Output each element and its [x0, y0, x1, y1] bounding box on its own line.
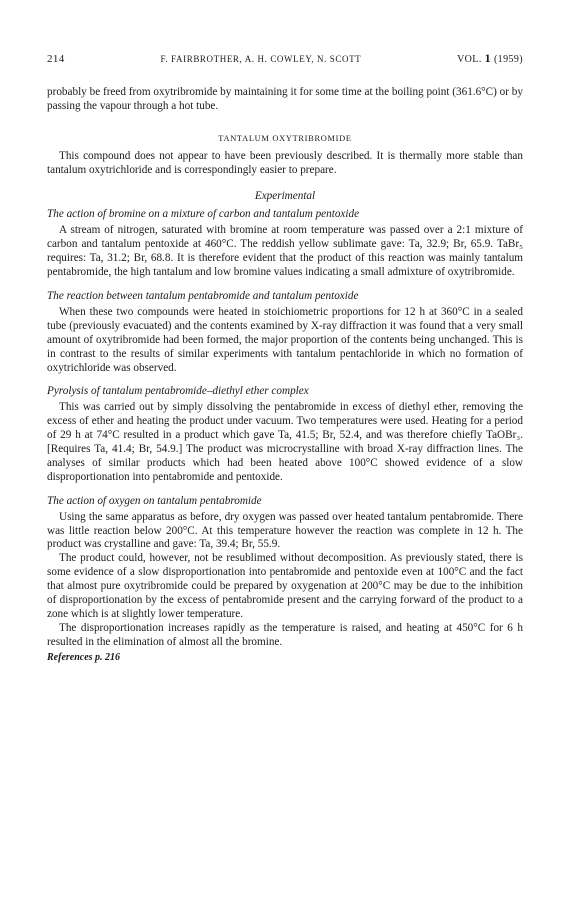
subsection-bromine-carbon: [47, 208, 523, 280]
subsection-paragraph: A stream of nitrogen, saturated with bromine at room temperature was passed over a 2:1 mixture of carbon and tantalum pentoxide at 460°C. The reddish yellow sublimate gave: Ta, 32.9; Br, 65.9. TaBr₅ requires: Ta, 31.2; Br, 68.8. It is therefore evident that the product of this reaction was mainly tantalum pentabromide, the high tantalum and low bromine values indicating a small admixture of oxytribromide.: [47, 224, 523, 279]
subsection-heading: Pyrolysis of tantalum pentabromide–diethyl ether complex: [47, 385, 309, 398]
journal-page: [47, 52, 523, 665]
subsection-heading: The action of bromine on a mixture of carbon and tantalum pentoxide: [47, 208, 360, 221]
subsection-paragraph: The disproportionation increases rapidly as the temperature is raised, and heating at 450°C for 6 h resulted in the elimination of almost all the bromine.: [47, 621, 523, 648]
subsection-pyrolysis: [47, 385, 523, 484]
references-footer: References p. 216: [47, 651, 121, 663]
subsection-paragraph: This was carried out by simply dissolving the pentabromide in excess of diethyl ether, removing the excess of ether and heating the product under vacuum. Two temperatures were used. Heating for a period of 29 h at 74°C resulted in a product which gave Ta, 41.5; Br, 52.4, and was therefore chiefly TaOBr₃. [Requires Ta, 41.4; Br, 54.9.] The product was microcrystalline with broad X-ray diffraction lines. The analyses of similar products which had been heated above 100°C showed evidence of a slow disproportionation into pentabromide and pentoxide.: [47, 401, 523, 483]
running-header: [47, 52, 523, 68]
subsection-paragraph: Using the same apparatus as before, dry oxygen was passed over heated tantalum pentabromide. There was little reaction below 200°C. At this temperature however the reaction was complete in 12 h. The product was crystalline and gave: Ta, 39.4; Br, 55.9.: [47, 510, 523, 551]
volume-year: (1959): [493, 54, 523, 65]
volume-label: VOL.: [457, 54, 482, 65]
running-title-authors: F. FAIRBROTHER, A. H. COWLEY, N. SCOTT: [160, 54, 362, 64]
page-number: 214: [47, 53, 65, 65]
section-paragraph: This compound does not appear to have been previously described. It is thermally more stable than tantalum oxytrichloride and is correspondingly easier to prepare.: [47, 149, 523, 176]
section-title: TANTALUM OXYTRIBROMIDE: [218, 133, 352, 143]
intro-paragraph: probably be freed from oxytribromide by maintaining it for some time at the boiling point (361.6°C) or by passing the vapour through a hot tube.: [47, 86, 523, 112]
subsection-paragraph: When these two compounds were heated in stoichiometric proportions for 12 h at 360°C in a sealed tube (previously evacuated) and the contents examined by X-ray diffraction it was found that a very small amount of oxytribromide had been formed, the major proportion of the contents being unchanged. This is in contrast to the results of similar experiments with tantalum pentachloride in which no formation of oxytrichloride was observed.: [47, 305, 523, 374]
volume-info: [457, 52, 523, 67]
experimental-heading: Experimental: [254, 189, 316, 202]
subsection-paragraph: The product could, however, not be resublimed without decomposition. As previously stated, there is some evidence of a slow disproportionation into pentabromide and pentoxide even at 100°C and the fact that almost pure oxytribromide could be prepared by oxygenation at 200°C may be due to the inhibition of disproportionation by the excess of pentabromide present and the carrying forward of the product to a zone which is at slightly lower temperature.: [47, 552, 523, 620]
subsection-heading: The reaction between tantalum pentabromide and tantalum pentoxide: [47, 289, 359, 302]
subsection-oxygen: [47, 495, 523, 650]
subsection-heading: The action of oxygen on tantalum pentabromide: [47, 494, 262, 507]
volume-number: 1: [484, 51, 492, 65]
subsection-pentabromide-pentoxide: [47, 290, 523, 375]
